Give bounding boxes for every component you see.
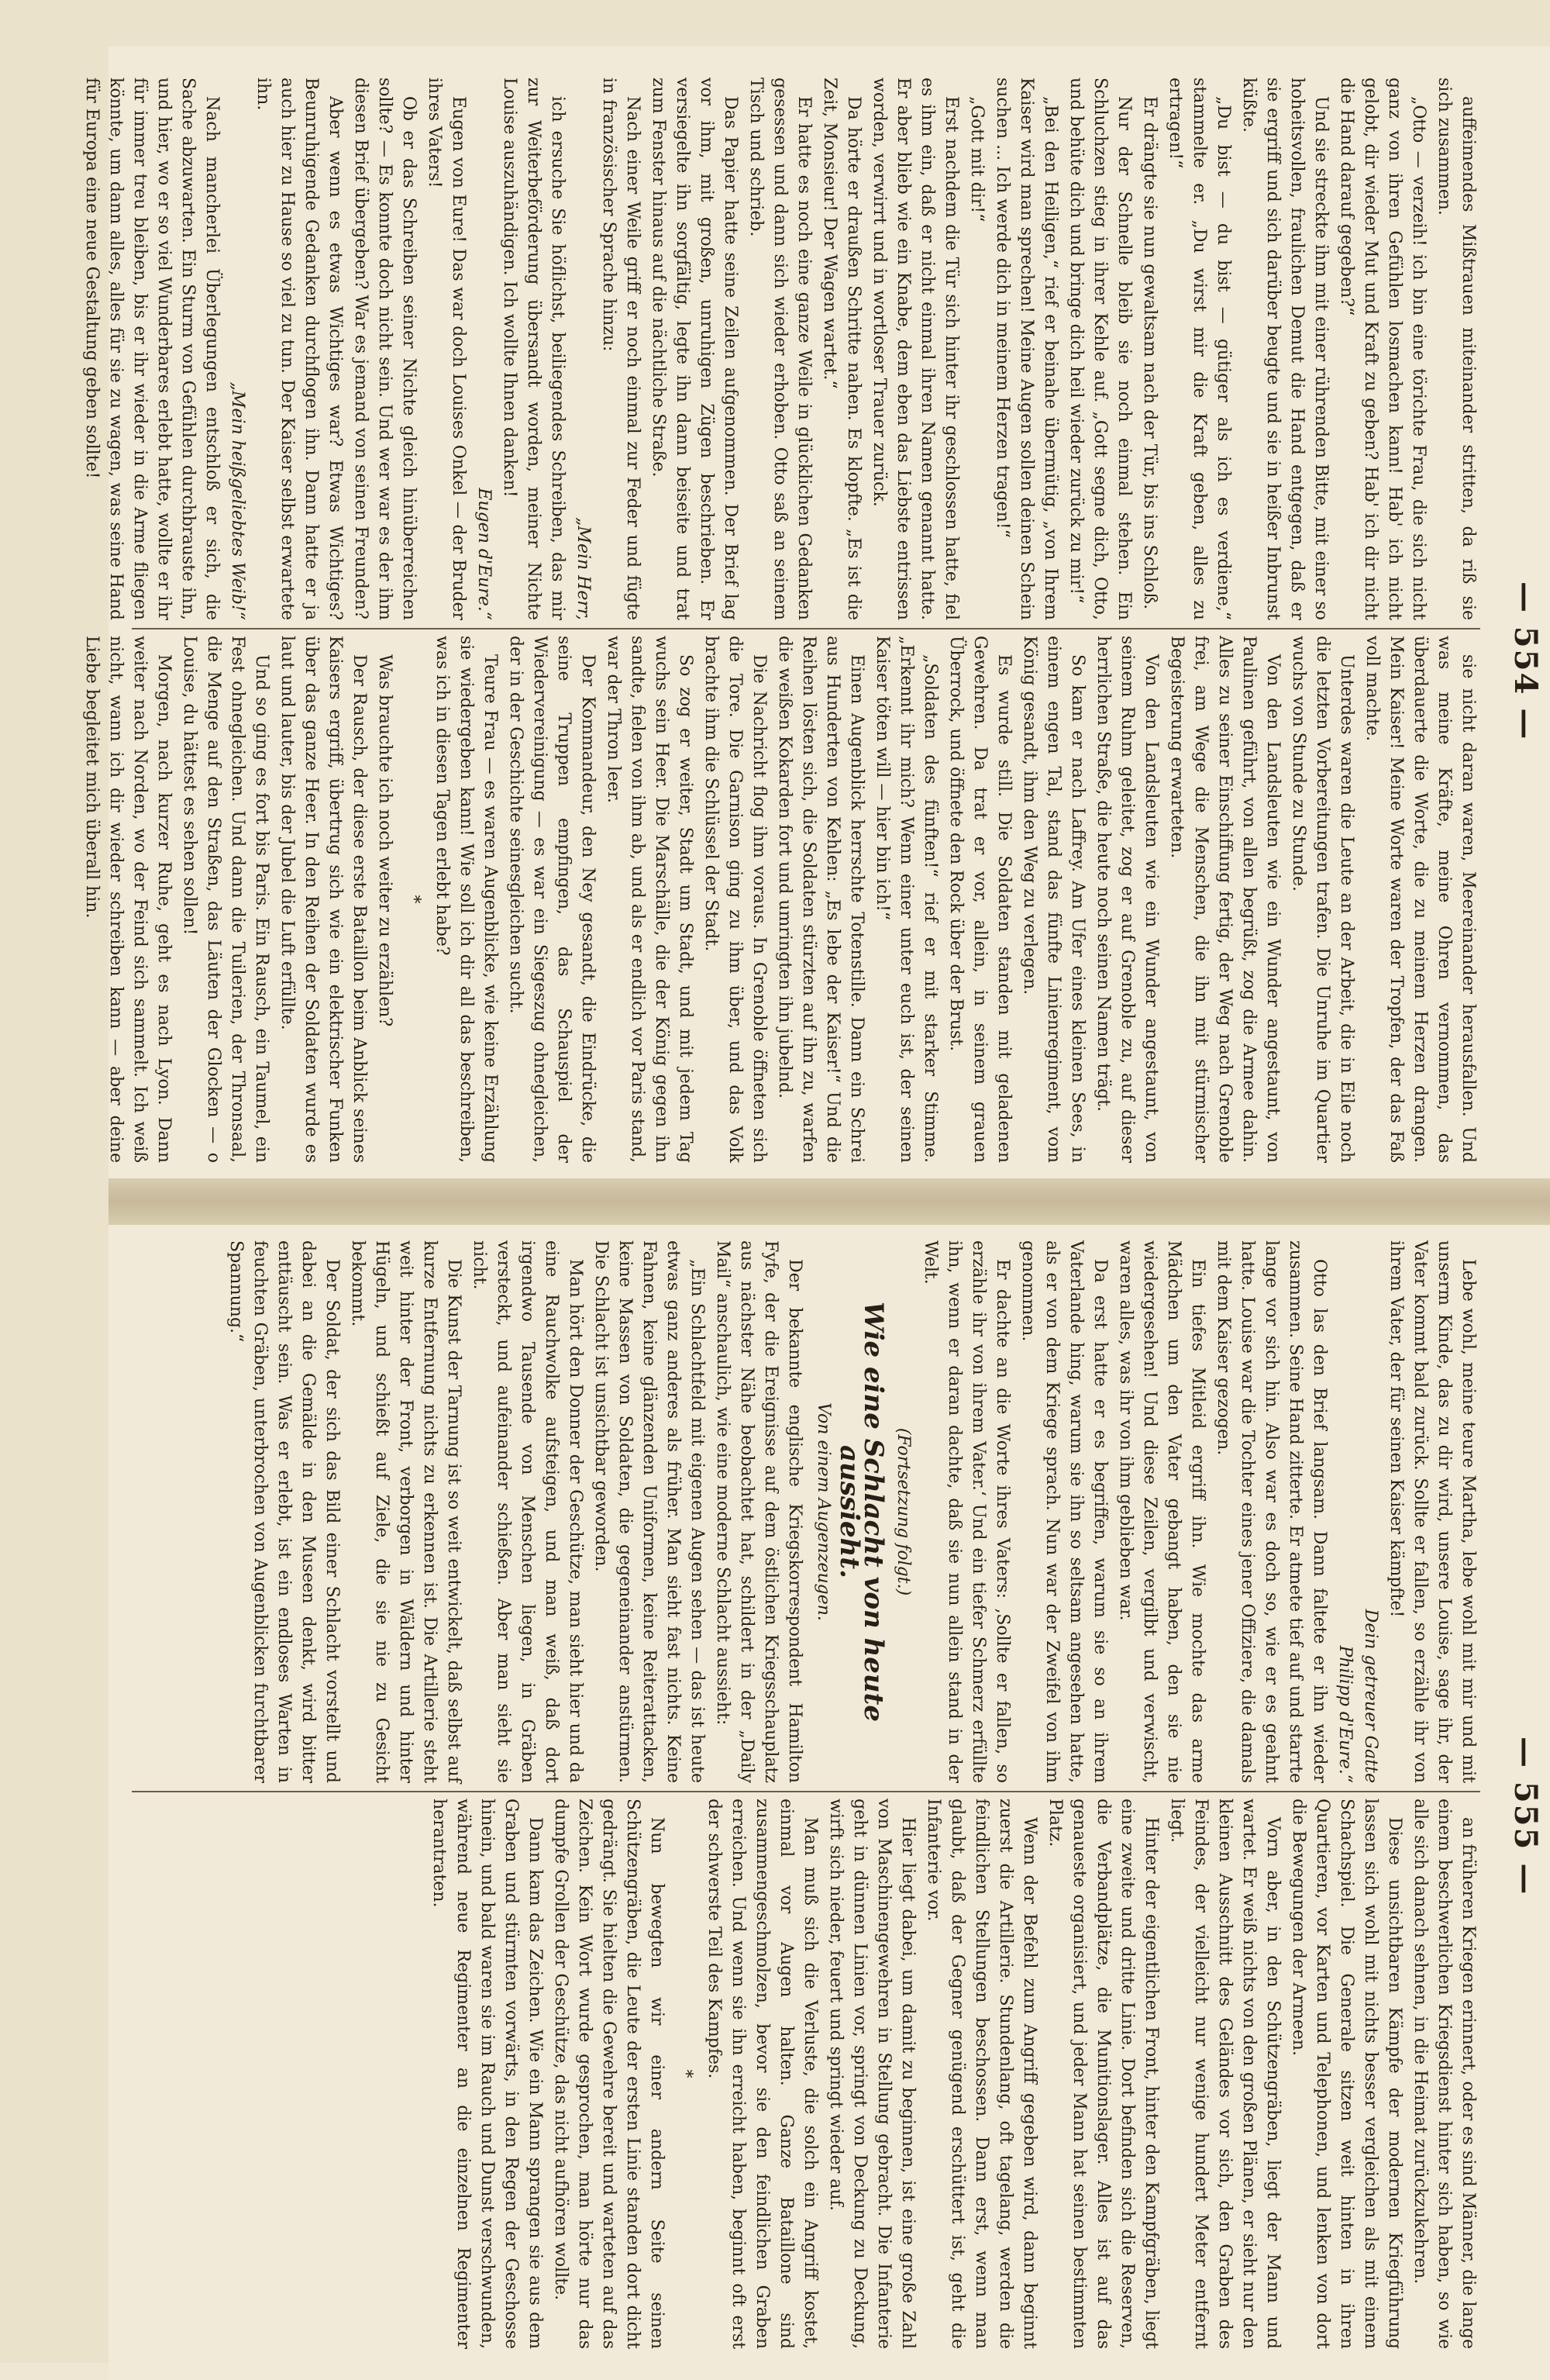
paragraph: Das Papier hatte seine Zeilen aufgenommen. Der Brief lag vor ihm, mit großen, unruhigen Zügen beschrieben. Er versiegelte ihn sorgfältig, legte ihn dann beiseite und trat zum Fenster hinaus auf die nächtliche Straße. [649,78,740,620]
paragraph: Man hört den Donner der Geschütze, man sieht hier und da eine Rauchwolke aufsteigen, und man weiß, daß dort irgendwo Tausende von Menschen liegen, in Gräben versteckt, und aufeinander schießen. Aber man sieht sie nicht. [470,1240,585,1783]
paragraph: Es wurde still. Die Soldaten standen mit geladenen Gewehren. Da trat er vor, allein, in seinem grauen Überrock, und öffnete den Rock über der Brust. [946,636,1014,1163]
paragraph: Nach mancherlei Überlegungen entschloß er sich, die Sache abzuwarten. Ein Sturm von Gefühlen durchbrauste ihn, und hier, wo er so viel Wunderbares erlebt hatte, wollte er ihr für immer treu bleiben, bis er ihr wieder in die Arme fliegen könnte, um dann alles, alles für sie zu wagen, was seine Hand für Europa eine neue Gestaltung geben sollte! [82,78,222,620]
paragraph: Nun bewegten wir einer andern Seite seinen Schützengräben, die Leute der ersten Linie standen dort dicht gedrängt. Sie hielten die Gewehre bereit und warteten auf das Zeichen. Kein Wort wurde gesprochen, man hörte nur das dumpfe Grollen der Geschütze, das nicht aufhören wollte. [551,1799,666,2349]
paragraph: Er drängte sie nun gewaltsam nach der Tür, bis ins Schloß. [1140,96,1159,610]
paragraph: Eugen von Eure! Das war doch Louises Onkel — der Bruder ihres Vaters! [425,78,468,620]
paragraph: Die Kunst der Tarnung ist so weit entwickelt, daß selbst auf kurze Entfernung nichts zu erkennen ist. Die Artillerie steht weit hinter der Front, verborgen in Wäldern und hinter Hügeln, und schießt auf Ziele, die sie nie zu Gesicht bekommt. [348,1240,463,1783]
article-byline: Von einem Augenzeugen. [814,1402,833,1621]
paragraph: Er dachte an die Worte ihres Vaters: ‚Sollte er fallen, so erzähle ihr von ihrem Vater.‘ Und ein tiefer Schmerz erfüllte ihn, wenn er daran dachte, daß sie nun allein stand in der Welt. [921,1240,1012,1783]
letter-salutation: „Mein Herr, [574,517,593,620]
column-rule [132,628,1480,629]
column-1 [82,78,1480,620]
page-number-right: — 555 — [1507,1737,1544,1896]
paragraph: auffeimendes Mißtrauen miteinander stritten, da riß sie sich zusammen. [1435,78,1478,620]
paragraph: Der Kommandeur, den Ney gesandt, die Eindrücke, die seine Truppen empfingen, das Schauspiel der Wiedervereinigung — es war ein Siegeszug ohnegleichen, der in der Geschichte seinesgleichen sucht. [506,636,598,1163]
paragraph: Morgen, nach kurzer Ruhe, geht es nach Lyon. Dann weiter nach Norden, wo der Feind sich sammelt. Ich weiß nicht, wann ich dir wieder schreiben kann — aber deine Liebe begleitet mich überall hin. [82,636,174,1163]
paragraph: So kam er nach Laffrey. Am Ufer eines kleinen Sees, in einem engen Tal, stand das fünfte Linienregiment, vom König gesandt, ihm den Weg zu verlegen. [1020,636,1087,1163]
paragraph: Aber wenn es etwas Wichtiges war? Etwas Wichtiges? Beunruhigende Gedanken durchflogen ihn. Dann hatte er ja auch hier zu Hause so viel zu tun. Der Kaiser selbst erwartete ihn. [253,78,345,620]
paragraph: Lebe wohl, meine teure Martha, lebe wohl mit mir und mit unserm Kinde, das zu dir wird, unsere Louise, sage ihr, der Vater kommt bald zurück. Sollte er fallen, so erzähle ihr von ihrem Vater, der für seinen Kaiser kämpfte! [1386,1240,1478,1783]
paragraph: „Soldaten des fünften!“ rief er mit starker Stimme. „Erkennt ihr mich? Wenn einer unter euch ist, der seinen Kaiser töten will — hier bin ich!“ [873,636,940,1163]
paragraph: Otto las den Brief langsam. Dann faltete er ihn wieder zusammen. Seine Hand zitterte. Er atmete tief auf und starrte lange vor sich hin. Also war es doch so, wie er es geahnt hatte. Louise war die Tochter eines jener Offiziere, die damals mit dem Kaiser gezogen. [1214,1240,1329,1783]
paragraph: Hier liegt dabei, um damit zu beginnen, ist eine große Zahl von Maschinengewehren in Stellung gebracht. Die Infanterie geht in dünnen Linien vor, springt von Deckung zu Deckung, wirft sich nieder, feuert und springt wieder auf. [826,1799,918,2349]
letter-salutation: „Mein heißgeliebtes Weib!“ [228,381,247,620]
paragraph: Was brauchte ich noch weiter zu erzählen? [375,654,394,1027]
paragraph: Man muß sich die Verluste, die solch ein Angriff kostet, einmal vor Augen halten. Ganze Bataillone sind zusammengeschmolzen, bevor sie den feindlichen Graben erreichen. Und wenn sie ihn erreicht haben, beginnt oft erst der schwerste Teil des Kampfes. [704,1799,820,2349]
paragraph: Der Rausch, der diese erste Bataillon beim Anblick seines Kaisers ergriff, übertrug sich wie ein elektrischer Funken über das ganze Heer. In den Reihen der Soldaten wurde es laut und lauter, bis der Jubel die Luft erfüllte. [277,636,369,1163]
paragraph: sie nicht daran waren, Meereinander herausfallen. Und was meine Kräfte, meine Ohren vernommen, das überdauerte die Worte, die zu meinem Herzen drangen. Mein Kaiser! Meine Worte waren der Tropfen, der das Faß voll machte. [1362,636,1478,1163]
paragraph: Ob er das Schreiben seiner Nichte gleich hinüberreichen sollte? — Es konnte doch nicht sein. Und wer war es der ihm diesen Brief übergeben? War es jemand von seinen Freunden? [351,78,418,620]
paragraph: Und sie streckte ihm mit einer rührenden Bitte, mit einer so hoheitsvollen, fraulichen Demut die Hand entgegen, daß er sie ergriff und sich darüber beugte und sie in heißer Inbrunst küßte. [1239,78,1331,620]
paragraph: Von den Landsleuten wie ein Wunder angestaunt, von Paulinen geführt, von allen begrüßt, zog die Armee dahin. Alles zu seiner Einschiffung fertig, der Weg nach Grenoble frei, am Wege die Menschen, die ihn mit stürmischer Begeisterung erwarteten. [1167,636,1283,1163]
paragraph: Wenn der Befehl zum Angriff gegeben wird, dann beginnt zuerst die Artillerie. Stundenlang, oft tagelang, werden die feindlichen Stellungen beschossen. Dann erst, wenn man glaubt, daß der Gegner genügend erschüttert ist, geht die Infanterie vor. [924,1799,1039,2349]
paragraph: Ein tiefes Mitleid ergriff ihn. Wie mochte das arme Mädchen um den Vater gebangt haben, den sie nie wiedergesehen! Und diese Zeilen, vergilbt und verwischt, waren alles, was ihr von ihm geblieben war. [1116,1240,1207,1783]
paragraph: Nur der Schnelle bleib sie noch einmal stehen. Ein Schluchzen stieg in ihrer Kehle auf. „Gott segne dich, Otto, und behüte dich und bringe dich heil wieder zurück zu mir!“ [1066,78,1134,620]
paragraph: ich ersuche Sie höflichst, beiliegendes Schreiben, das mir zur Weiterbeförderung übersandt worden, meiner Nichte Louise auszuhändigen. Ich wollte Ihnen danken! [500,78,567,620]
paragraph: Unterdes waren die Leute an der Arbeit, die in Eile noch die letzten Vorbereitungen trafen. Die Unruhe im Quartier wuchs von Stunde zu Stunde. [1289,636,1356,1163]
continuation-note: (Fortsetzung folgt.) [894,1427,913,1596]
paragraph: Diese unsichtbaren Kämpfe der modernen Kriegführung lassen sich wohl mit nichts besser vergleichen als mit einem Schachspiel. Die Generale sitzen weit hinten in ihren Quartieren, vor Karten und Telephonen, und lenken von dort die Bewegungen der Armeen. [1289,1799,1404,2349]
column-4 [124,1799,1480,2349]
paragraph: Die Nachricht flog ihm voraus. In Grenoble öffneten sich die Tore. Die Garnison ging zu ihm über, und das Volk brachte ihm die Schlüssel der Stadt. [701,636,769,1163]
paragraph: Dann kam das Zeichen. Wie ein Mann sprangen sie aus dem Graben und stürmten vorwärts, in den Regen der Geschosse hinein, und bald waren sie im Rauch und Dunst verschwunden, während neue Regimenter an die einzelnen Regimenter herantraten. [429,1799,545,2349]
paragraph: Er hatte es noch eine ganze Weile in glücklichen Gedanken gesessen und dann sich wieder erhoben. Otto saß an seinem Tisch und schrieb. [746,78,814,620]
paragraph: Teure Frau — es waren Augenblicke, wie keine Erzählung sie wiedergeben kann! Wie soll ich dir all das beschreiben, was ich in diesen Tagen erlebt habe? [432,636,500,1163]
paragraph: Da hörte er draußen Schritte nahen. Es klopfte. „Es ist die Zeit, Monsieur! Der Wagen wartet.“ [820,78,863,620]
paragraph: Einen Augenblick herrschte Totenstille. Dann ein Schrei aus Hunderten von Kehlen: „Es lebe der Kaiser!“ Und die Reihen lösten sich, die Soldaten stürzten auf ihn zu, warfen die weißen Kokarden fort und umringten ihn jubelnd. [775,636,866,1163]
paragraph: „Bei den Heiligen,“ rief er beinahe übermütig, „von Ihrem Kaiser wird man sprechen! Meine Augen sollen deinen Schein suchen ... Ich werde dich in meinem Herzen tragen!“ [993,78,1060,620]
section-divider: * [404,895,423,904]
column-2 [82,636,1480,1163]
letter-closing: Dein getreuer Gatte [1361,1609,1380,1783]
column-rule [132,1791,1480,1792]
section-divider: * [676,2069,695,2078]
page-gutter [108,1178,1550,1225]
paragraph: Und so ging es fort bis Paris. Ein Rausch, ein Taumel, ein Fest ohnegleichen. Und dann die Tuilerien, der Thronsaal, die Menge auf den Straßen, das Läuten der Glocken — o Louise, du hättest es sehen sollen! [180,636,271,1163]
paragraph: „Ein Schlachtfeld mit eigenen Augen sehen — das ist heute etwas ganz anderes als früher. Man sieht fast nichts. Keine Fahnen, keine glänzenden Uniformen, keine Reiterattacken, keine Massen von Soldaten, die gegeneinander anstürmen. Die Schlacht ist unsichtbar geworden. [591,1240,707,1783]
paragraph: Erst nachdem die Tür sich hinter ihr geschlossen hatte, fiel es ihm ein, daß er nicht einmal ihren Namen genannt hatte. Er aber blieb wie ein Knabe, dem eben das Liebste entrissen worden, verwirrt und in wortloser Trauer zurück. [870,78,961,620]
paragraph: „Gott mit dir!“ [967,96,987,222]
paragraph: Der bekannte englische Kriegskorrespondent Hamilton Fyfe, der die Ereignisse auf dem östlichen Kriegsschauplatz aus nächster Nähe beobachtet hat, schildert in der „Daily Mail“ anschaulich, wie eine moderne Schlacht aussieht: [713,1240,804,1783]
newspaper-spread [82,47,1550,2380]
paragraph: Nach einer Weile griff er noch einmal zur Feder und fügte in französischer Sprache hinzu: [599,78,642,620]
paragraph: Der Soldat, der sich das Bild einer Schlacht vorstellt und dabei an die Gemälde in den Museen denkt, wird bitter enttäuscht sein. Was er erlebt, ist ein endloses Warten in feuchten Gräben, unterbrochen von Augenblicken furchtbarer Spannung.“ [226,1240,342,1783]
letter-signature: Eugen d'Eure.“ [474,488,494,620]
column-3 [124,1240,1480,1783]
letter-signature: Philipp d'Eure.“ [1335,1645,1355,1783]
paragraph: So zog er weiter, Stadt um Stadt, und mit jedem Tag wuchs sein Heer. Die Marschälle, die der König gegen ihn sandte, fielen von ihm ab, und als er endlich vor Paris stand, war der Thron leer. [604,636,695,1163]
article-headline: Wie eine Schlacht von heute aussieht. [834,1302,889,1722]
paragraph: Vorn aber, in den Schützengräben, liegt der Mann und wartet. Er weiß nichts von den großen Plänen, er sieht nur den kleinen Ausschnitt des Geländes vor sich, den Graben des Feindes, der vielleicht nur wenige hundert Meter entfernt liegt. [1167,1799,1283,2349]
page-number-left: — 554 — [1507,581,1544,741]
paragraph: Hinter der eigentlichen Front, hinter den Kampfgräben, liegt eine zweite und dritte Linie. Dort befinden sich die Reserven, die Verbandplätze, die Munitionslager. Alles ist auf das genaueste organisiert, und jeder Mann hat seinen bestimmten Platz. [1045,1799,1161,2349]
paragraph: „Du bist — du bist — gütiger als ich es verdiene,“ stammelte er. „Du wirst mir die Kraft geben, alles zu ertragen!“ [1166,78,1233,620]
paragraph: Da erst hatte er es begriffen, warum sie so an ihrem Vaterlande hing, warum sie ihn so seltsam angesehen hatte, als er von dem Kriege sprach. Nun war der Zweifel von ihm genommen. [1018,1240,1110,1783]
paragraph: Von den Landsleuten wie ein Wunder angestaunt, von seinem Ruhm geleitet, zog er auf Grenoble zu, auf dieser herrlichen Straße, die heute noch seinen Namen trägt. [1094,636,1161,1163]
paragraph: an früheren Kriegen erinnert, oder es sind Männer, die lange einem beschwerlichen Kriegsdienst hinter sich haben, so wie alle sich danach sehnen, in die Heimat zurückzukehren. [1410,1799,1478,2349]
paragraph: „Otto — verzeih! ich bin eine törichte Frau, die sich nicht ganz von ihren Gefühlen losmachen kann! Hab' ich nicht gelobt, dir wieder Mut und Kraft zu geben? Hab' ich dir nicht die Hand darauf gegeben?“ [1337,78,1428,620]
